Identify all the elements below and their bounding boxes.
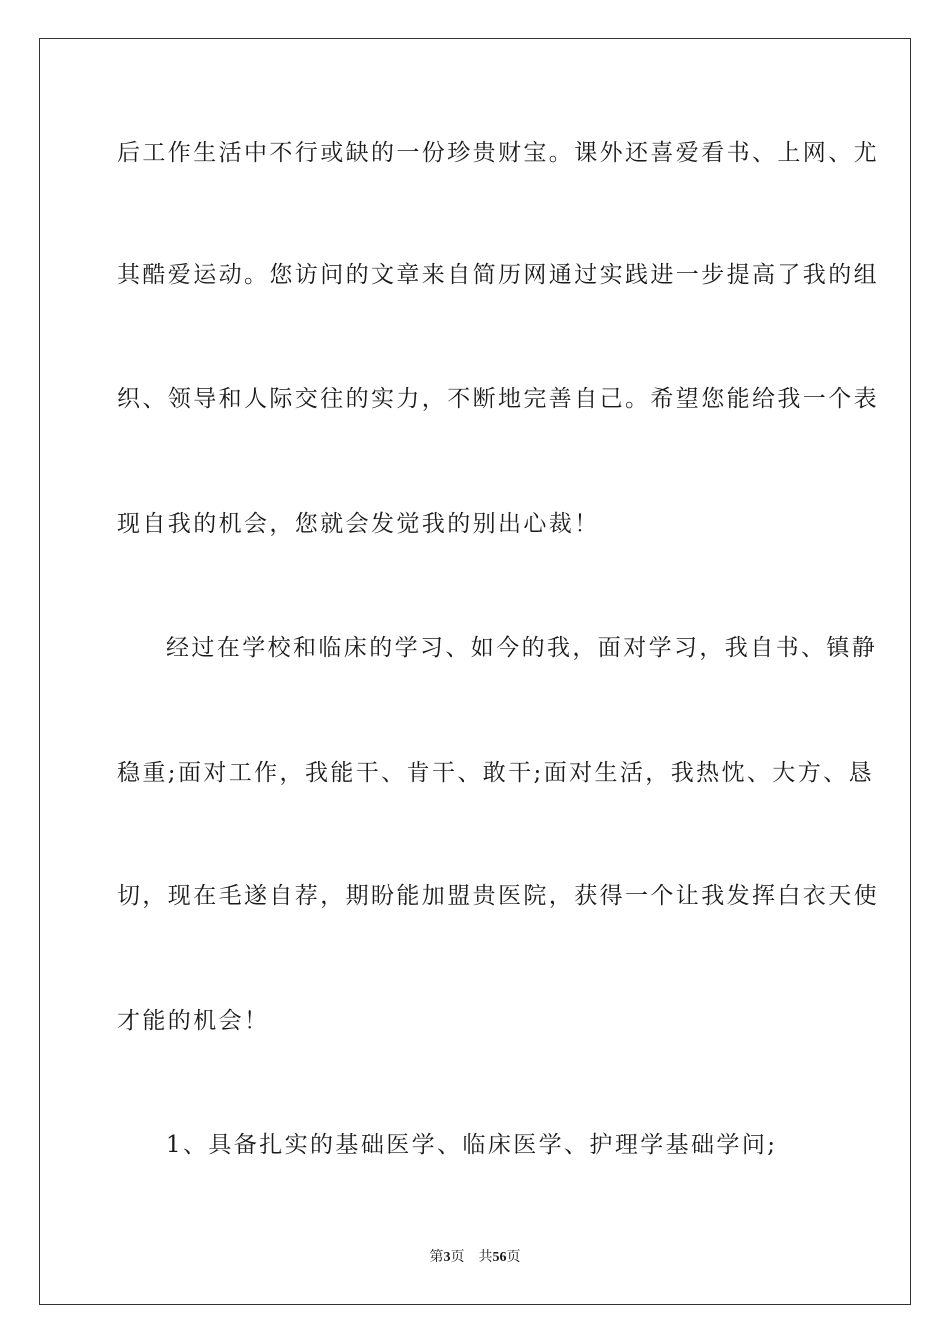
text-line-4: 现自我的机会，您就会发觉我的别出心裁！ xyxy=(117,511,600,537)
text-line-8: 才能的机会！ xyxy=(117,1008,270,1034)
footer-total-suffix: 页 xyxy=(506,1249,521,1265)
footer-total-pages: 56 xyxy=(492,1250,507,1265)
page-footer xyxy=(0,1248,950,1267)
text-line-6: 稳重;面对工作，我能干、肯干、敢干;面对生活，我热忱、大方、恳 xyxy=(117,760,874,786)
text-line-5: 经过在学校和临床的学习、如今的我，面对学习，我自书、镇静 xyxy=(166,635,878,661)
footer-page-prefix: 第 xyxy=(429,1249,444,1265)
footer-page-number: 3 xyxy=(443,1250,451,1265)
text-line-2: 其酷爱运动。您访问的文章来自简历网通过实践进一步提高了我的组 xyxy=(117,262,879,288)
text-line-1: 后工作生活中不行或缺的一份珍贵财宝。课外还喜爱看书、上网、尤 xyxy=(117,140,879,166)
footer-total-prefix: 共 xyxy=(478,1249,493,1265)
footer-page-suffix: 页 xyxy=(450,1249,465,1265)
text-line-3: 织、领导和人际交往的实力，不断地完善自己。希望您能给我一个表 xyxy=(117,386,879,412)
page-border xyxy=(39,38,911,1305)
text-line-9: 1、具备扎实的基础医学、临床医学、护理学基础学问; xyxy=(166,1132,778,1158)
text-line-7: 切，现在毛遂自荐，期盼能加盟贵医院，获得一个让我发挥白衣天使 xyxy=(117,883,879,909)
